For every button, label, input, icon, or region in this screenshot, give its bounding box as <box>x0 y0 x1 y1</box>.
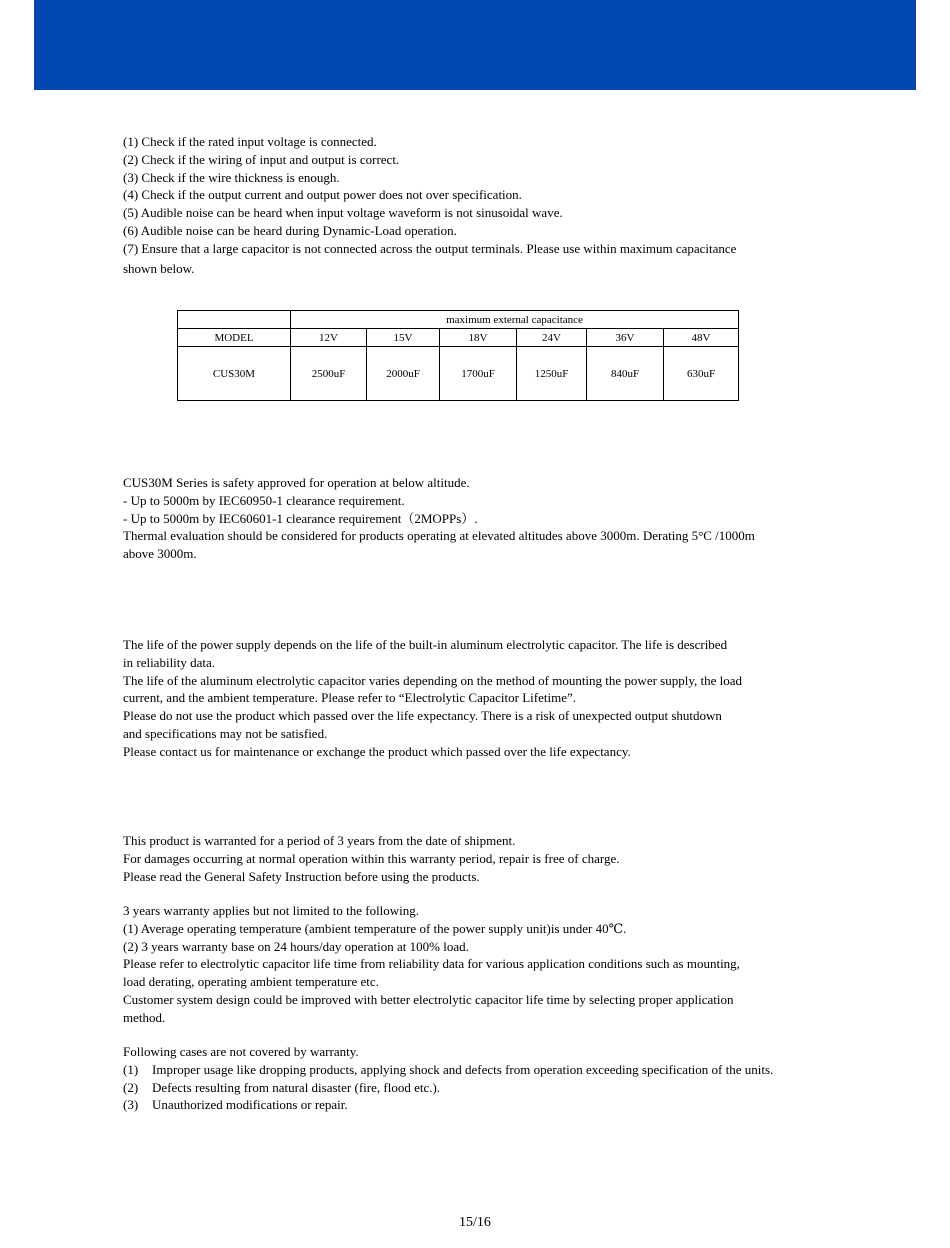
life-line: in reliability data. <box>123 654 216 670</box>
check-item: (7) Ensure that a large capacitor is not connected across the output terminals. Please use within maximum capacitance <box>123 240 737 256</box>
voltage-header: 12V <box>291 329 367 347</box>
warranty-condition: load derating, operating ambient temperature etc. <box>123 974 379 990</box>
not-covered-section <box>123 1043 843 1114</box>
altitude-line: - Up to 5000m by IEC60601-1 clearance requirement（2MOPPs）. <box>123 510 478 526</box>
life-line: The life of the power supply depends on the life of the built-in aluminum electrolytic capacitor. The life is described <box>123 637 728 652</box>
check-item: (4) Check if the output current and output power does not over specification. <box>123 187 522 203</box>
capacitance-cell: 2500uF <box>291 347 367 401</box>
capacitance-cell: 2000uF <box>367 347 440 401</box>
check-item: (5) Audible noise can be heard when input voltage waveform is not sinusoidal wave. <box>123 205 563 221</box>
life-line: The life of the aluminum electrolytic capacitor varies depending on the method of mounting the power supply, the load <box>123 672 743 688</box>
warranty-condition: Customer system design could be improved with better electrolytic capacitor life time by selecting proper application <box>123 991 734 1007</box>
life-line: Please do not use the product which passed over the life expectancy. There is a risk of unexpected output shutdown <box>123 708 722 724</box>
check-item: (3) Check if the wire thickness is enough. <box>123 169 340 185</box>
check-item: (1) Check if the rated input voltage is connected. <box>123 134 377 149</box>
page-number: 15/16 <box>459 1215 491 1230</box>
altitude-line: above 3000m. <box>123 546 197 562</box>
voltage-header: 18V <box>440 329 517 347</box>
not-covered-intro: Following cases are not covered by warranty. <box>123 1044 359 1059</box>
capacitance-table <box>177 310 739 401</box>
warranty-condition: Please refer to electrolytic capacitor life time from reliability data for various application conditions such as mounting, <box>123 956 740 972</box>
altitude-line: CUS30M Series is safety approved for operation at below altitude. <box>123 475 470 490</box>
voltage-header: 36V <box>587 329 664 347</box>
altitude-line: Thermal evaluation should be considered for products operating at elevated altitudes above 3000m. Derating 5°C /1000m <box>123 528 755 544</box>
capacitance-cell: 1700uF <box>440 347 517 401</box>
check-item: shown below. <box>123 260 195 276</box>
warranty-intro <box>123 832 619 885</box>
life-line: and specifications may not be satisfied. <box>123 725 328 741</box>
warranty-line: Please read the General Safety Instruction before using the products. <box>123 868 480 884</box>
altitude-line: - Up to 5000m by IEC60950-1 clearance requirement. <box>123 492 405 508</box>
item-text: Defects resulting from natural disaster (fire, flood etc.). <box>152 1079 441 1095</box>
capacitance-cell: 1250uF <box>517 347 587 401</box>
check-item: (6) Audible noise can be heard during Dynamic-Load operation. <box>123 222 457 238</box>
altitude-section <box>123 474 755 563</box>
life-line: current, and the ambient temperature. Please refer to “Electrolytic Capacitor Lifetime”. <box>123 690 576 706</box>
item-number: (2) <box>123 1079 139 1095</box>
voltage-header: 24V <box>517 329 587 347</box>
header-bar <box>34 0 916 90</box>
voltage-header: 15V <box>367 329 440 347</box>
item-number: (1) <box>123 1061 139 1077</box>
capacitance-cell: 840uF <box>587 347 664 401</box>
not-covered-item <box>123 1096 843 1114</box>
checks-list <box>123 133 736 277</box>
table-corner <box>178 311 291 329</box>
warranty-line: For damages occurring at normal operation within this warranty period, repair is free of charge. <box>123 850 620 866</box>
model-cell: CUS30M <box>178 347 291 401</box>
not-covered-item <box>123 1079 843 1097</box>
not-covered-item <box>123 1061 843 1079</box>
warranty-conditions <box>123 902 740 1027</box>
warranty-condition: 3 years warranty applies but not limited to the following. <box>123 903 420 918</box>
group-header: maximum external capacitance <box>291 311 739 329</box>
warranty-condition: method. <box>123 1009 166 1025</box>
warranty-condition: (1) Average operating temperature (ambient temperature of the power supply unit)is under 40℃. <box>123 920 627 936</box>
warranty-condition: (2) 3 years warranty base on 24 hours/day operation at 100% load. <box>123 938 469 954</box>
item-text: Improper usage like dropping products, applying shock and defects from operation exceeding specification of the units. <box>152 1061 774 1077</box>
check-item: (2) Check if the wiring of input and output is correct. <box>123 151 400 167</box>
voltage-header: 48V <box>664 329 739 347</box>
item-text: Unauthorized modifications or repair. <box>152 1097 348 1113</box>
item-number: (3) <box>123 1097 139 1113</box>
life-section <box>123 636 742 761</box>
life-line: Please contact us for maintenance or exchange the product which passed over the life expectancy. <box>123 743 631 759</box>
capacitance-cell: 630uF <box>664 347 739 401</box>
warranty-line: This product is warranted for a period of 3 years from the date of shipment. <box>123 833 516 848</box>
model-header: MODEL <box>178 329 291 347</box>
